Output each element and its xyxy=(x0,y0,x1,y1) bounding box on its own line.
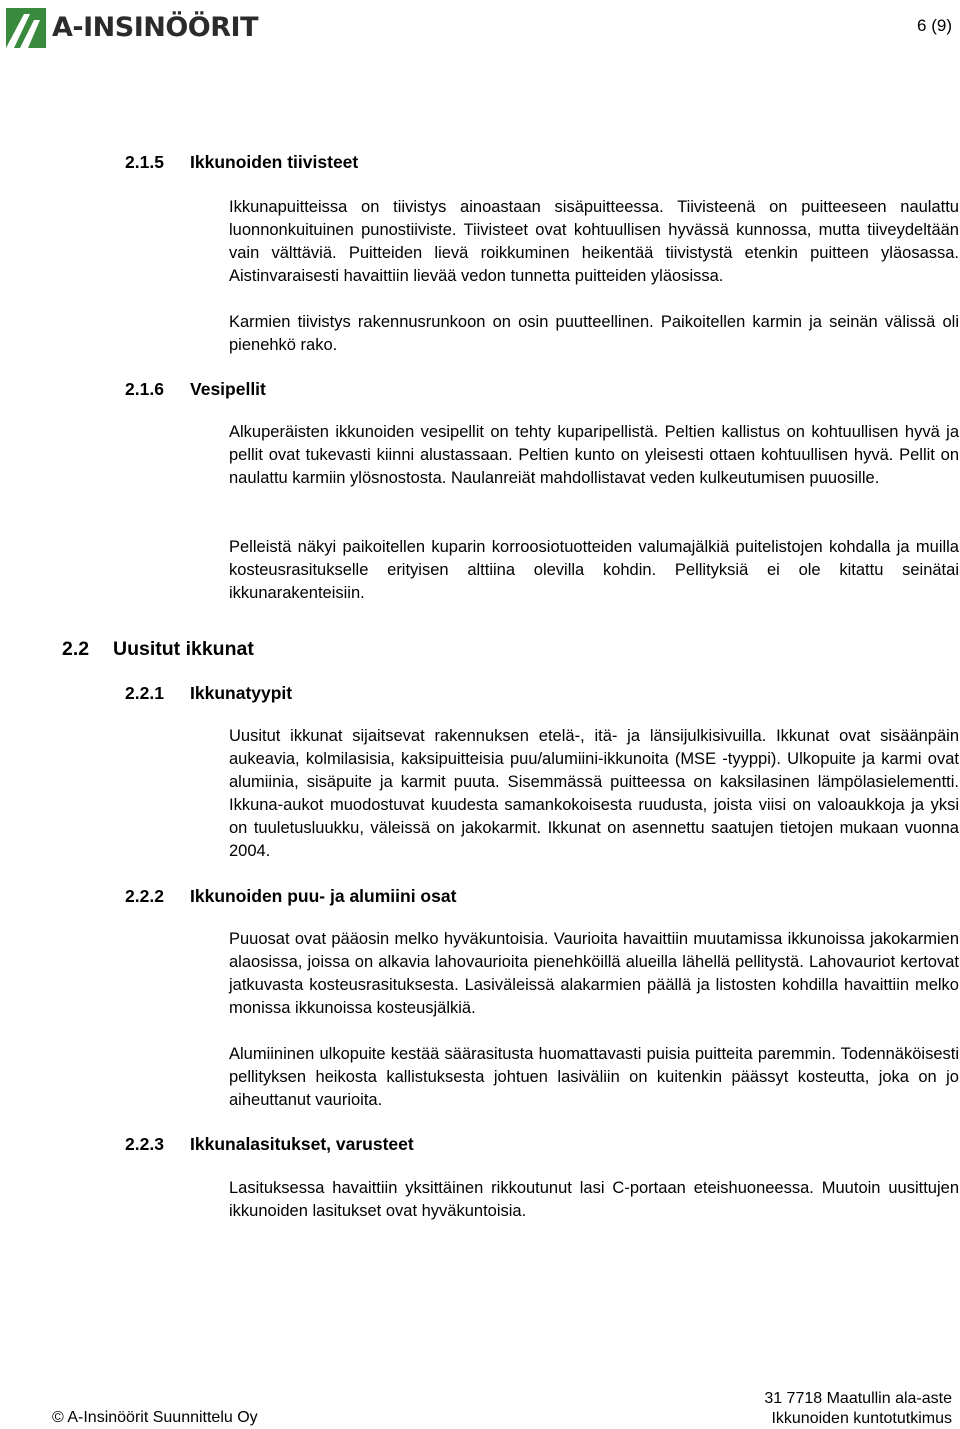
section-title: Uusitut ikkunat xyxy=(113,638,254,660)
paragraph: Lasituksessa havaittiin yksittäinen rikkoutunut lasi C-portaan eteishuoneessa. Muutoin uusittujen ikkunoiden lasitukset ovat hyväkuntoisia. xyxy=(229,1179,959,1220)
section-title: Vesipellit xyxy=(190,379,266,399)
heading-2-2 xyxy=(62,638,254,661)
heading-2-1-6 xyxy=(125,379,266,400)
section-number: 2.2.2 xyxy=(125,886,164,906)
paragraph: Puuosat ovat pääosin melko hyväkuntoisia. Vaurioita havaittiin muutamissa ikkunoissa jakokarmien alaosissa, joissa on alkavia lahovaurioita pienehköillä alueilla lähellä pellitystä. Lahovauriot kertovat jatkuvasta kosteusrasituksesta. Lasiväleissä alakarmien päällä ja listosten kohdilla havaittiin melko monissa ikkunoissa kosteusjälkiä. xyxy=(229,930,959,1017)
company-logo xyxy=(6,6,258,50)
section-title: Ikkunalasitukset, varusteet xyxy=(190,1134,414,1154)
section-number: 2.2.3 xyxy=(125,1134,164,1154)
paragraph: Ikkunapuitteissa on tiivistys ainoastaan sisäpuitteessa. Tiivisteenä on puitteeseen naulattu luonnonkuituinen punostiiviste. Tiivisteet ovat kohtuullisen hyvässä kunnossa, mutta tiiveydeltään vain välttäviä. Puitteiden lievä roikkuminen heikentää tiivistystä etenkin puitteen yläosassa. Aistinvaraisesti havaittiin lievää vedon tunnetta puitteiden yläosissa. xyxy=(229,198,959,285)
paragraph: Karmien tiivistys rakennusrunkoon on osin puutteellinen. Paikoitellen karmin ja seinän välissä oli pienehkö rako. xyxy=(229,313,959,354)
section-title: Ikkunoiden tiivisteet xyxy=(190,152,359,172)
footer-project xyxy=(764,1389,952,1429)
paragraph: Uusitut ikkunat sijaitsevat rakennuksen etelä-, itä- ja länsijulkisivuilla. Ikkunat ovat sisäänpäin aukeavia, kolmilasisia, kaksipuitteisia puu/alumiini-ikkunoita (MSE -tyyppi). Ulkopuite ja karmi ovat alumiinia, sisäpuite ja karmit puuta. Sisemmässä puitteessa on kaksilasinen lämpölasielementti. Ikkuna-aukot muodostuvat kuudesta samankokoisesta ruudusta, joista viisi on valoaukkoja ja yksi on tuuletusluukku, väleissä on jakokarmit. Ikkunat on asennettu saatujen tietojen mukaan vuonna 2004. xyxy=(229,727,959,860)
footer-copyright: © A-Insinöörit Suunnittelu Oy xyxy=(52,1409,258,1426)
section-number: 2.1.6 xyxy=(125,379,164,399)
page-number: 6 (9) xyxy=(917,16,952,35)
footer-project-title: Ikkunoiden kuntotutkimus xyxy=(771,1410,952,1427)
logo-text: A-INSINÖÖRIT xyxy=(52,12,258,43)
section-number: 2.2 xyxy=(62,638,90,660)
section-title: Ikkunatyypit xyxy=(190,683,293,703)
heading-2-2-1 xyxy=(125,683,292,704)
section-title: Ikkunoiden puu- ja alumiini osat xyxy=(190,886,457,906)
footer-project-number: 31 7718 Maatullin ala-aste xyxy=(764,1390,952,1407)
heading-2-2-2 xyxy=(125,886,456,907)
section-number: 2.2.1 xyxy=(125,683,164,703)
paragraph: Pelleistä näkyi paikoitellen kuparin korroosiotuotteiden valumajälkiä puitelistojen kohdalla ja muilla kosteusrasitukselle erityisen alttiina olevilla kohdin. Pellityksiä ei ole kitattu seinätai ikkunarakenteisiin. xyxy=(229,538,959,602)
heading-2-2-3 xyxy=(125,1134,414,1155)
paragraph: Alkuperäisten ikkunoiden vesipellit on tehty kuparipellistä. Peltien kallistus on kohtuullisen hyvä ja pellit ovat tukevasti kiinni alustassaan. Peltien kunto on yleisesti ottaen kohtuullisen hyvä. Pellit on naulattu karmiin ylösnostosta. Naulanreiät mahdollistavat veden kulkeutumisen puuosille. xyxy=(229,423,959,487)
logo-mark-icon xyxy=(6,8,46,48)
heading-2-1-5 xyxy=(125,152,358,173)
paragraph: Alumiininen ulkopuite kestää säärasitusta huomattavasti puisia puitteita paremmin. Todennäköisesti pellityksen heikosta kallistuksesta johtuen lasiväliin on kuitenkin päässyt kosteutta, joka on jo aiheuttanut vaurioita. xyxy=(229,1045,959,1109)
section-number: 2.1.5 xyxy=(125,152,164,172)
